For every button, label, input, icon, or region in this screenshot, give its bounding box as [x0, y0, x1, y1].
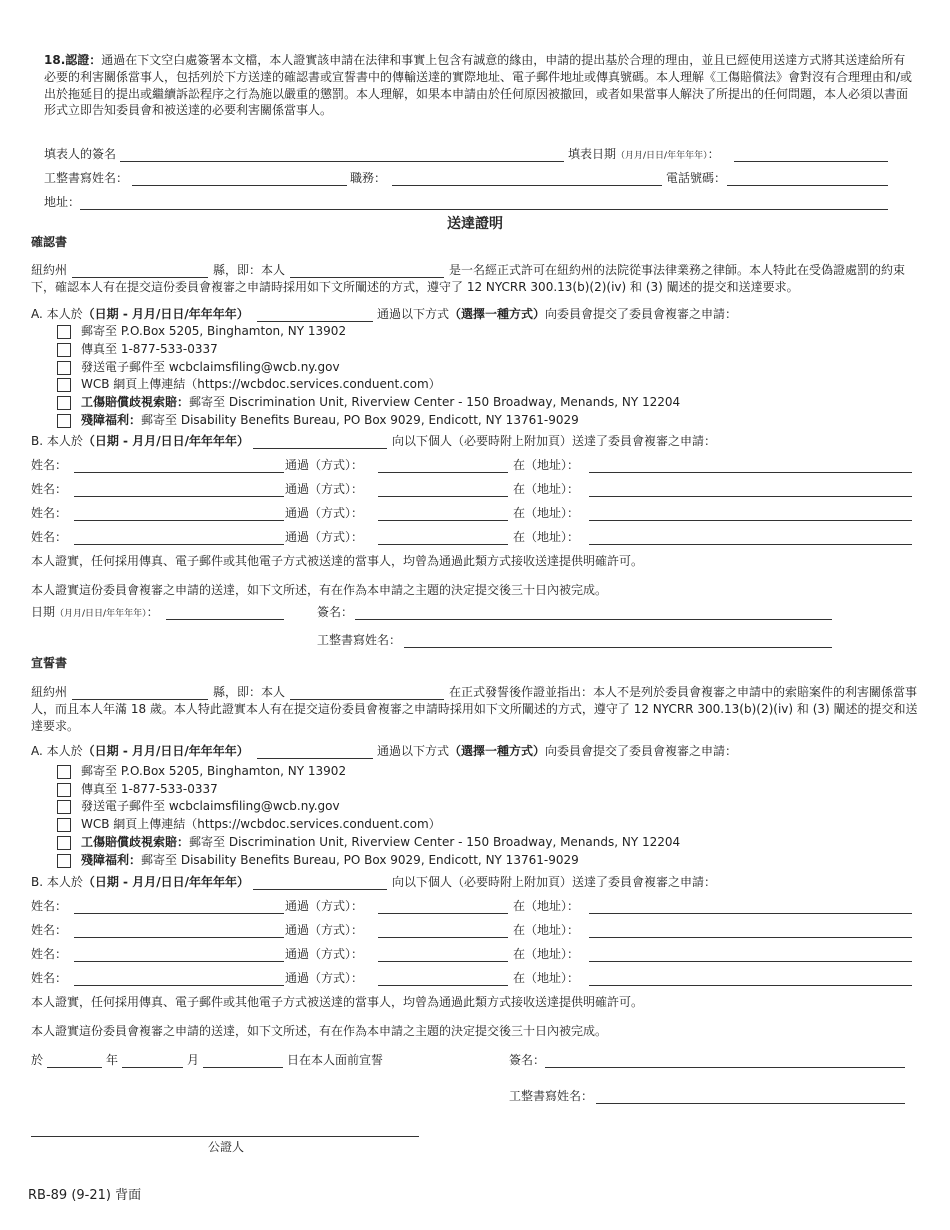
afd-option-upload-checkbox[interactable] [57, 818, 71, 832]
afd-certify-timing: 本人證實這份委員會複審之申請的送達，如下文所述，有在作為本申請之主題的決定提交後三十日內被完成。 [31, 1024, 608, 1038]
aff-date-colon: ： [146, 605, 159, 619]
afd-option-mail-label [81, 763, 346, 780]
afd-option-fax-checkbox[interactable] [57, 783, 71, 797]
aff-option-discrimination-bold: 工傷賠償歧視索賠： [81, 395, 190, 409]
afd-row1-address-label: 在（地址）： [513, 899, 580, 913]
aff-row3-name-line[interactable] [74, 506, 284, 521]
aff-option-discrimination-label [81, 394, 680, 411]
aff-option-fax-checkbox[interactable] [57, 343, 71, 357]
aff-a-date-line[interactable] [257, 307, 373, 322]
aff-row1-address-line[interactable] [589, 458, 912, 473]
certification-number: 18. [44, 53, 66, 67]
affirmation-heading: 確認書 [31, 235, 68, 249]
aff-row4-address-label: 在（地址）： [513, 530, 580, 544]
aff-row2-method-line[interactable] [378, 482, 508, 497]
afd-day-sworn-label: 日在本人面前宣誓 [287, 1053, 384, 1067]
certification-paragraph [44, 52, 914, 119]
afd-row1-name-label: 姓名： [31, 899, 68, 913]
afd-row2-name-line[interactable] [74, 923, 284, 938]
afd-sworn-at: 於 [31, 1053, 44, 1067]
aff-print-name-label: 工整書寫姓名： [317, 633, 402, 647]
aff-a-suffix-group [377, 306, 737, 322]
aff-a-via: 通過以下方式 [377, 307, 450, 321]
aff-county-label: 縣，即：本人 [213, 263, 286, 277]
afd-a-suffix: 向委員會提交了委員會複審之申請： [545, 744, 738, 758]
afd-row2-address-line[interactable] [589, 923, 912, 938]
afd-row3-address-label: 在（地址）： [513, 947, 580, 961]
afd-row2-method-line[interactable] [378, 923, 508, 938]
aff-option-upload-checkbox[interactable] [57, 378, 71, 392]
address-line[interactable] [80, 195, 888, 210]
aff-date-label: 日期 [31, 605, 56, 619]
afd-row3-name-line[interactable] [74, 947, 284, 962]
afd-row4-address-label: 在（地址）： [513, 971, 580, 985]
date-completed-format: （月月/日日/年年年年） [616, 151, 708, 161]
aff-option-disability-text: 郵寄至 Disability Benefits Bureau, PO Box 9029, Endicott, NY 13761-9029 [141, 413, 579, 427]
afd-print-name-line[interactable] [596, 1089, 905, 1104]
aff-certify-electronic: 本人證實，任何採用傳真、電子郵件或其他電子方式被送達的當事人，均曾為通過此類方式接收送達提供明確許可。 [31, 554, 644, 568]
aff-intro-text: 是一名經正式許可在紐約州的法院從事法律業務之律師。本人特此在受偽證處罰的約束下，確認本人有在提交這份委員會複審之申請時採用如下文所闡述的方式，遵守了 12 NYCRR 300.13(b)(2)(iv) 和 (3) 闡述的提交和送達要求。 [31, 263, 906, 294]
afd-row1-name-line[interactable] [74, 899, 284, 914]
afd-county-label: 縣，即：本人 [213, 685, 286, 699]
aff-a-line [31, 306, 249, 322]
afd-option-disability-label [81, 852, 579, 869]
notary-label: 公證人 [208, 1140, 245, 1154]
date-completed-line[interactable] [734, 147, 888, 162]
aff-row2-address-line[interactable] [589, 482, 912, 497]
afd-signature-label: 簽名： [509, 1053, 546, 1067]
aff-row4-method-line[interactable] [378, 530, 508, 545]
afd-b-date-line[interactable] [253, 875, 387, 890]
aff-state-label: 紐約州 [31, 263, 68, 277]
afd-option-mail-text: 郵寄至 P.O.Box 5205, Binghamton, NY 13902 [81, 764, 347, 778]
afd-year-label: 年 [106, 1053, 119, 1067]
notary-signature-line[interactable] [31, 1136, 419, 1137]
date-completed-colon: ： [707, 147, 720, 161]
aff-option-upload-label [81, 376, 441, 393]
aff-row1-address-label: 在（地址）： [513, 458, 580, 472]
afd-option-fax-text: 傳真至 1-877-533-0337 [81, 782, 218, 796]
afd-certify-electronic: 本人證實，任何採用傳真、電子郵件或其他電子方式被送達的當事人，均曾為通過此類方式接收送達提供明確許可。 [31, 995, 644, 1009]
aff-b-line [31, 433, 249, 449]
preparer-signature-label: 填表人的簽名 [44, 147, 117, 161]
afd-a-line [31, 743, 249, 759]
afd-row4-method-line[interactable] [378, 971, 508, 986]
afd-b-prefix: B. 本人於 [31, 875, 83, 889]
aff-row2-name-label: 姓名： [31, 482, 68, 496]
afd-row4-method-label: 通過（方式）： [285, 971, 364, 985]
aff-row3-method-line[interactable] [378, 506, 508, 521]
certification-text: 通過在下文空白處簽署本文檔，本人證實該申請在法律和事實上包含有誠意的緣由，申請的提出基於合理的理由，並且已經使用送達方式將其送達給所有必要的利害關係當事人，包括列於下方送達的確認書或宣誓書中的傳輸送達的實際地址、電子郵件地址或傳真號碼。本人理解《工傷賠償法》會對沒有合理理由和/或出於拖延目的提出或繼續訴訟程序之行為施以嚴重的懲罰。本人理解，如果本申請由於任何原因被撤回，或者如果當事人解決了所提出的任何問題，本人必須以書面形式立即告知委員會和被送達的必要利害關係當事人。 [44, 53, 913, 118]
aff-row4-address-line[interactable] [589, 530, 912, 545]
afd-row4-address-line[interactable] [589, 971, 912, 986]
aff-row4-name-line[interactable] [74, 530, 284, 545]
aff-print-name-line[interactable] [404, 633, 832, 648]
form-footer: RB-89 (9-21) 背面 [28, 1188, 142, 1203]
aff-option-discrimination-checkbox[interactable] [57, 396, 71, 410]
aff-date-format: （月月/日日/年年年年） [55, 609, 147, 619]
aff-b-suffix: 向以下個人（必要時附上附加頁）送達了委員會複審之申請： [392, 434, 717, 448]
aff-option-fax-label [81, 341, 218, 358]
title-line[interactable] [392, 171, 662, 186]
aff-row4-method-label: 通過（方式）： [285, 530, 364, 544]
afd-row1-address-line[interactable] [589, 899, 912, 914]
aff-a-date-hint: （日期 - 月月/日日/年年年年） [82, 307, 249, 321]
afd-option-upload-label [81, 816, 441, 833]
aff-row2-method-label: 通過（方式）： [285, 482, 364, 496]
aff-option-mail-checkbox[interactable] [57, 325, 71, 339]
afd-option-disability-text: 郵寄至 Disability Benefits Bureau, PO Box 9029, Endicott, NY 13761-9029 [141, 853, 579, 867]
proof-of-service-title: 送達證明 [447, 216, 503, 232]
afd-a-suffix-group [377, 743, 737, 759]
afd-row3-name-label: 姓名： [31, 947, 68, 961]
afd-row2-address-label: 在（地址）： [513, 923, 580, 937]
aff-signature-line[interactable] [355, 605, 832, 620]
phone-line[interactable] [727, 171, 888, 186]
aff-option-mail-text: 郵寄至 P.O.Box 5205, Binghamton, NY 13902 [81, 324, 347, 338]
afd-row1-method-label: 通過（方式）： [285, 899, 364, 913]
aff-option-disability-checkbox[interactable] [57, 414, 71, 428]
afd-option-disability-checkbox[interactable] [57, 854, 71, 868]
aff-row1-name-label: 姓名： [31, 458, 68, 472]
aff-row3-method-label: 通過（方式）： [285, 506, 364, 520]
date-completed-label-group [568, 146, 720, 162]
aff-date-line[interactable] [166, 605, 284, 620]
aff-option-email-label [81, 359, 340, 376]
afd-a-date-hint: （日期 - 月月/日日/年年年年） [82, 744, 249, 758]
afd-option-discrimination-checkbox[interactable] [57, 836, 71, 850]
aff-a-choose: （選擇一種方式） [449, 307, 546, 321]
aff-option-discrimination-text: 郵寄至 Discrimination Unit, Riverview Center - 150 Broadway, Menands, NY 12204 [189, 395, 681, 409]
aff-certify-timing: 本人證實這份委員會複審之申請的送達，如下文所述，有在作為本申請之主題的決定提交後三十日內被完成。 [31, 583, 608, 597]
afd-row2-method-label: 通過（方式）： [285, 923, 364, 937]
aff-option-upload-text: WCB 網頁上傳連結（https://wcbdoc.services.conduent.com） [81, 377, 441, 391]
aff-row3-address-line[interactable] [589, 506, 912, 521]
afd-row1-method-line[interactable] [378, 899, 508, 914]
afd-option-discrimination-bold: 工傷賠償歧視索賠： [81, 835, 190, 849]
afd-month-label: 月 [187, 1053, 200, 1067]
afd-row4-name-line[interactable] [74, 971, 284, 986]
afd-option-mail-checkbox[interactable] [57, 765, 71, 779]
aff-b-date-line[interactable] [253, 434, 387, 449]
afd-a-prefix: A. 本人於 [31, 744, 83, 758]
certification-heading: 認證： [65, 53, 102, 67]
aff-row3-name-label: 姓名： [31, 506, 68, 520]
afd-option-discrimination-text: 郵寄至 Discrimination Unit, Riverview Center - 150 Broadway, Menands, NY 12204 [189, 835, 681, 849]
aff-date-label-group [31, 604, 159, 620]
afd-state-label: 紐約州 [31, 685, 68, 699]
afd-row3-method-line[interactable] [378, 947, 508, 962]
afd-signature-line[interactable] [545, 1053, 905, 1068]
afd-sworn-day-line[interactable] [203, 1053, 283, 1068]
aff-row1-method-line[interactable] [378, 458, 508, 473]
aff-row2-name-line[interactable] [74, 482, 284, 497]
aff-option-disability-label [81, 412, 579, 429]
aff-b-prefix: B. 本人於 [31, 434, 83, 448]
aff-row1-method-label: 通過（方式）： [285, 458, 364, 472]
aff-a-prefix: A. 本人於 [31, 307, 83, 321]
afd-a-via: 通過以下方式 [377, 744, 450, 758]
aff-option-mail-label [81, 323, 346, 340]
afd-option-email-label [81, 798, 340, 815]
afd-sworn-month-line[interactable] [122, 1053, 183, 1068]
aff-a-suffix: 向委員會提交了委員會複審之申請： [545, 307, 738, 321]
address-label: 地址： [44, 195, 81, 209]
aff-b-date-hint: （日期 - 月月/日日/年年年年） [82, 434, 249, 448]
afd-row2-name-label: 姓名： [31, 923, 68, 937]
aff-row2-address-label: 在（地址）： [513, 482, 580, 496]
afd-intro-text: 在正式發誓後作證並指出：本人不是列於委員會複審之申請中的索賠案件的利害關係當事人，而且本人年滿 18 歲。本人特此證實本人有在提交這份委員會複審之申請時採用如下文所闡述的方式，遵守了 12 NYCRR 300.13(b)(2)(iv) 和 (3) 闡述的提交和送達要求。 [31, 685, 918, 733]
afd-b-date-hint: （日期 - 月月/日日/年年年年） [82, 875, 249, 889]
aff-row4-name-label: 姓名： [31, 530, 68, 544]
afd-option-email-text: 發送電子郵件至 wcbclaimsfiling@wcb.ny.gov [81, 799, 340, 813]
afd-option-disability-bold: 殘障福利： [81, 853, 142, 867]
aff-option-email-checkbox[interactable] [57, 361, 71, 375]
afd-b-suffix: 向以下個人（必要時附上附加頁）送達了委員會複審之申請： [392, 875, 717, 889]
aff-option-disability-bold: 殘障福利： [81, 413, 142, 427]
afd-print-name-label: 工整書寫姓名： [509, 1089, 594, 1103]
date-completed-label: 填表日期 [568, 147, 617, 161]
afd-a-date-line[interactable] [257, 744, 373, 759]
afd-option-discrimination-label [81, 834, 680, 851]
afd-row4-name-label: 姓名： [31, 971, 68, 985]
afd-row3-address-line[interactable] [589, 947, 912, 962]
aff-option-fax-text: 傳真至 1-877-533-0337 [81, 342, 218, 356]
afd-option-email-checkbox[interactable] [57, 800, 71, 814]
aff-row3-address-label: 在（地址）： [513, 506, 580, 520]
preparer-signature-line[interactable] [120, 147, 564, 162]
afd-row3-method-label: 通過（方式）： [285, 947, 364, 961]
afd-sworn-year-line[interactable] [47, 1053, 102, 1068]
afd-option-upload-text: WCB 網頁上傳連結（https://wcbdoc.services.conduent.com） [81, 817, 441, 831]
afd-b-line [31, 874, 249, 890]
preparer-print-name-line[interactable] [132, 171, 347, 186]
aff-row1-name-line[interactable] [74, 458, 284, 473]
aff-signature-label: 簽名： [317, 605, 354, 619]
afd-a-choose: （選擇一種方式） [449, 744, 546, 758]
preparer-print-name-label: 工整書寫姓名： [44, 171, 129, 185]
aff-option-email-text: 發送電子郵件至 wcbclaimsfiling@wcb.ny.gov [81, 360, 340, 374]
phone-label: 電話號碼： [666, 171, 727, 185]
afd-option-fax-label [81, 781, 218, 798]
affidavit-heading: 宣誓書 [31, 656, 68, 670]
title-label: 職務： [350, 171, 387, 185]
